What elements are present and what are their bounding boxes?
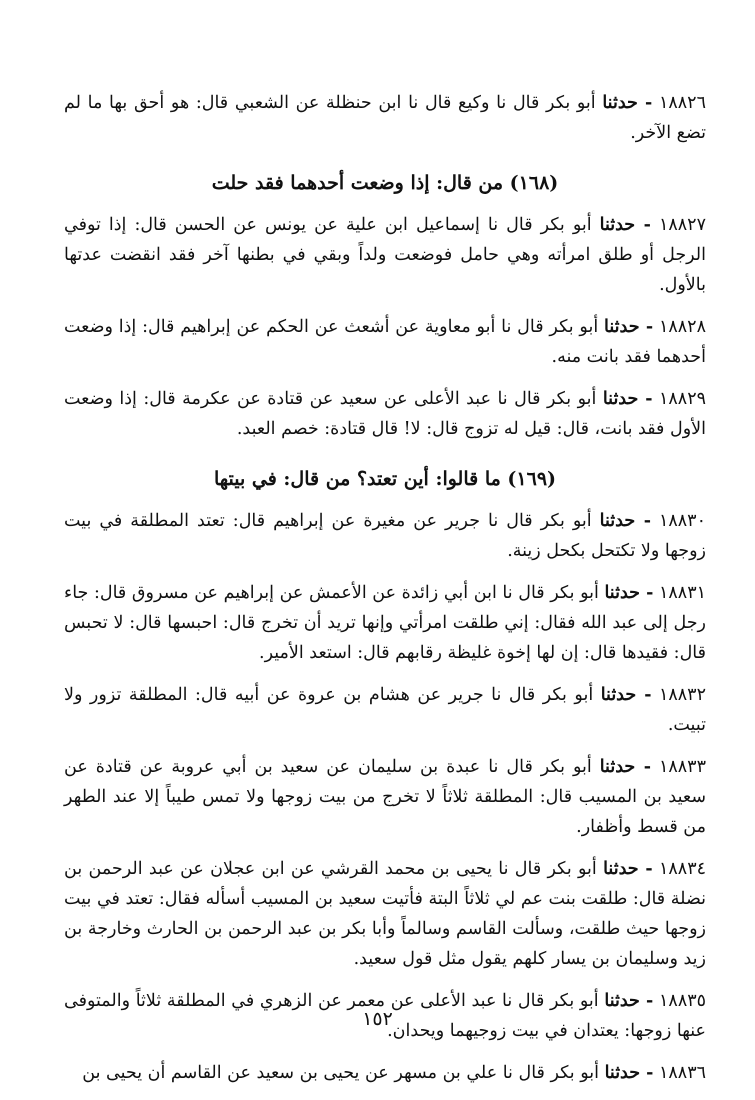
hadith-18828 xyxy=(64,312,706,372)
hadith-18829 xyxy=(64,384,706,444)
page-number: ١٥٢ xyxy=(362,1008,393,1030)
hadith-lead: - حدثنا xyxy=(604,317,654,337)
hadith-number: ١٨٨٣٢ xyxy=(658,685,706,705)
hadith-number: ١٨٨٢٧ xyxy=(658,215,706,235)
hadith-number: ١٨٨٣٦ xyxy=(659,1063,706,1083)
section-heading-168: (١٦٨) من قال: إذا وضعت أحدهما فقد حلت xyxy=(211,172,559,194)
hadith-lead: - حدثنا xyxy=(604,991,654,1011)
hadith-number: ١٨٨٣٠ xyxy=(658,511,706,531)
hadith-number: ١٨٨٢٩ xyxy=(659,389,706,409)
hadith-lead: - حدثنا xyxy=(603,859,653,879)
hadith-number: ١٨٨٣٥ xyxy=(659,991,707,1011)
hadith-number: ١٨٨٣٤ xyxy=(659,859,706,879)
hadith-18826 xyxy=(64,88,706,148)
hadith-lead: - حدثنا xyxy=(599,757,651,777)
page-body xyxy=(64,88,706,1100)
hadith-text: أبو بكر قال نا يحيى بن محمد القرشي عن ابن عجلان عن عبد الرحمن بن نضلة قال: طلقت بنت عم لي ثلاثاً البتة فأتيت سعيد بن المسيب أسأله فقال: تعتد في بيت زوجها حيث طلقت، وسألت القاسم وسالماً وأبا بكر بن عبد الرحمن بن الحارث وخارجة بن زيد وسليمان بن يسار كلهم يقول مثل قول سعيد. xyxy=(64,859,706,969)
hadith-number: ١٨٨٣٣ xyxy=(658,757,706,777)
hadith-text: أبو بكر قال نا جرير عن هشام بن عروة عن أبيه قال: المطلقة تزور ولا تبيت. xyxy=(64,685,706,735)
hadith-number: ١٨٨٣١ xyxy=(659,583,706,603)
hadith-text: أبو بكر قال نا عبد الأعلى عن معمر عن الزهري في المطلقة ثلاثاً والمتوفى عنها زوجها: يعتدان في بيت زوجيهما ويحدان. xyxy=(64,991,706,1041)
hadith-lead: - حدثنا xyxy=(599,511,651,531)
hadith-lead: - حدثنا xyxy=(600,685,652,705)
hadith-lead: - حدثنا xyxy=(602,93,653,113)
hadith-lead: - حدثنا xyxy=(599,215,651,235)
hadith-text: أبو بكر قال نا وكيع قال نا ابن حنظلة عن الشعبي قال: هو أحق بها ما لم تضع الآخر. xyxy=(64,93,706,143)
hadith-18836 xyxy=(64,1058,706,1088)
hadith-18833 xyxy=(64,752,706,842)
hadith-text: أبو بكر قال نا جرير عن مغيرة عن إبراهيم قال: تعتد المطلقة في بيت زوجها ولا تكتحل بكحل زينة. xyxy=(64,511,706,561)
hadith-lead: - حدثنا xyxy=(604,1063,654,1083)
hadith-18827 xyxy=(64,210,706,300)
hadith-text: أبو بكر قال نا عبد الأعلى عن سعيد عن قتادة عن عكرمة قال: إذا وضعت الأول فقد بانت، قال: قيل له تزوج قال: لا! قال قتادة: خصم العبد. xyxy=(64,389,706,439)
hadith-18834 xyxy=(64,854,706,974)
hadith-18832 xyxy=(64,680,706,740)
hadith-text: أبو بكر قال نا إسماعيل ابن علية عن يونس عن الحسن قال: إذا توفي الرجل أو طلق امرأته وهي حامل فوضعت ولداً وبقي في بطنها آخر فقد انقضت عدتها بالأول. xyxy=(64,215,706,295)
hadith-18831 xyxy=(64,578,706,668)
hadith-lead: - حدثنا xyxy=(604,583,654,603)
hadith-text: أبو بكر قال نا ابن أبي زائدة عن الأعمش عن إبراهيم عن مسروق قال: جاء رجل إلى عبد الله فقال: إني طلقت امرأتي وإنها تريد أن تخرج قال: احبسها قال: لا تحبس قال: فقيدها قال: إن لها إخوة غليظة رقابهم قال: استعد الأمير. xyxy=(64,583,706,663)
hadith-number: ١٨٨٢٦ xyxy=(658,93,706,113)
hadith-lead: - حدثنا xyxy=(602,389,653,409)
hadith-text: أبو بكر قال نا علي بن مسهر عن يحيى بن سعيد عن القاسم أن يحيى بن xyxy=(82,1063,599,1083)
hadith-text: أبو بكر قال نا عبدة بن سليمان عن سعيد بن أبي عروبة عن قتادة عن سعيد بن المسيب قال: المطلقة ثلاثاً لا تخرج من بيت زوجها ولا تمس طيباً إلا عند الطهر من قسط وأظفار. xyxy=(64,757,706,837)
hadith-number: ١٨٨٢٨ xyxy=(658,317,706,337)
hadith-18830 xyxy=(64,506,706,566)
section-heading-169: (١٦٩) ما قالوا: أين تعتد؟ من قال: في بيتها xyxy=(213,468,557,490)
hadith-text: أبو بكر قال نا أبو معاوية عن أشعث عن الحكم عن إبراهيم قال: إذا وضعت أحدهما فقد بانت منه. xyxy=(64,317,706,367)
